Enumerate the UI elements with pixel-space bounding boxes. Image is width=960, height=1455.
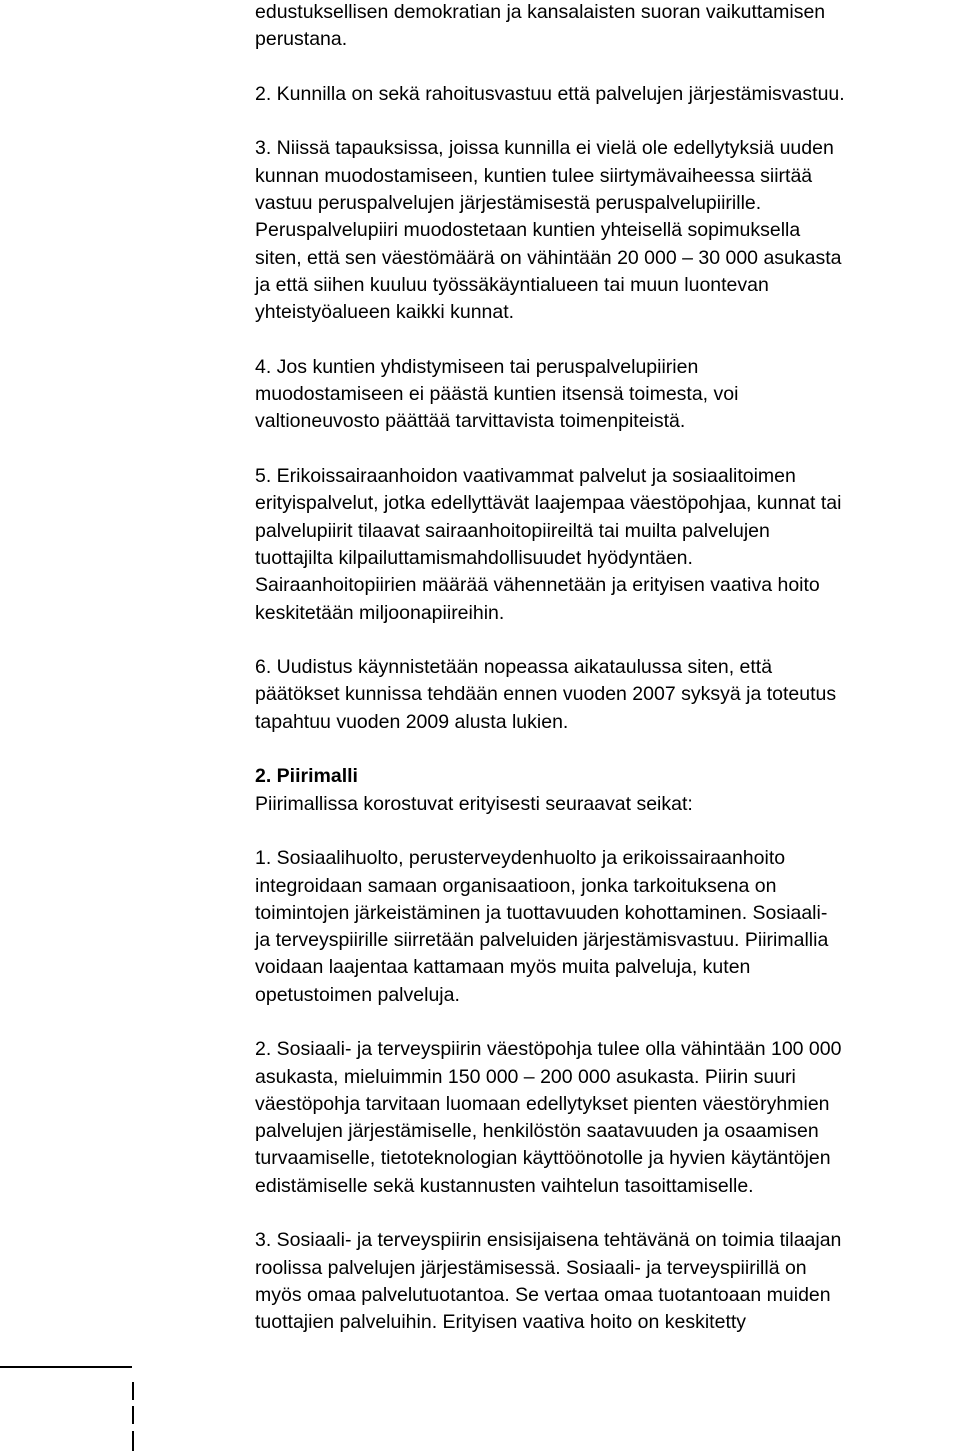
revision-bar <box>132 1406 134 1424</box>
text-line: 1. Sosiaalihuolto, perusterveydenhuolto ja erikoissairaanhoito <box>255 847 786 870</box>
text-line: siten, että sen väestömäärä on vähintään 20 000 – 30 000 asukasta <box>255 246 842 269</box>
text-line: edustuksellisen demokratian ja kansalaisten suoran vaikuttamisen <box>255 1 826 23</box>
paragraph-intro <box>255 0 960 54</box>
text-line: 3. Niissä tapauksissa, joissa kunnilla ei vielä ole edellytyksiä uuden <box>255 137 834 160</box>
list-item-6 <box>255 654 960 736</box>
text-line: edistämiselle sekä kustannusten vaihtelun tasoittamiselle. <box>255 1174 754 1197</box>
list-item-5 <box>255 463 960 627</box>
revision-bar <box>132 1431 134 1451</box>
text-line: kunnan muodostamiseen, kuntien tulee siirtymävaiheessa siirtää <box>255 164 813 187</box>
text-line: tuottajien palveluihin. Erityisen vaativa hoito on keskitetty <box>255 1311 747 1334</box>
text-line: myös omaa palvelutuotantoa. Se vertaa omaa tuotantoaan muiden <box>255 1283 831 1306</box>
text-line: 6. Uudistus käynnistetään nopeassa aikataulussa siten, että <box>255 656 773 679</box>
piiri-item-3 <box>255 1227 960 1336</box>
text-line: päätökset kunnissa tehdään ennen vuoden 2007 syksyä ja toteutus <box>255 683 837 706</box>
text-line: Peruspalvelupiiri muodostetaan kuntien yhteisellä sopimuksella <box>255 219 801 242</box>
text-line: tapahtuu vuoden 2009 alusta lukien. <box>255 710 569 733</box>
text-line: integroidaan samaan organisaatioon, jonka tarkoituksena on <box>255 874 777 897</box>
text-line: opetustoimen palveluja. <box>255 983 460 1006</box>
text-line: roolissa palvelujen järjestämisessä. Sosiaali- ja terveyspiirillä on <box>255 1256 807 1279</box>
text-line: toimintojen järkeistäminen ja tuottavuuden kohottaminen. Sosiaali- <box>255 901 828 924</box>
text-line: ja terveyspiirille siirretään palveluiden järjestämisvastuu. Piirimallia <box>255 929 829 952</box>
text-line: 2. Kunnilla on sekä rahoitusvastuu että palvelujen järjestämisvastuu. <box>255 82 845 105</box>
document-page <box>255 0 960 1364</box>
text-line: tuottajilta kilpailuttamismahdollisuudet hyödyntäen. <box>255 546 693 569</box>
text-line: 4. Jos kuntien yhdistymiseen tai peruspalvelupiirien <box>255 355 699 378</box>
footnote-separator <box>0 1366 132 1368</box>
text-line: palvelujen järjestämiselle, henkilöstön saatavuuden ja osaamisen <box>255 1120 819 1143</box>
text-line: palvelupiirit tilaavat sairaanhoitopiireiltä tai muilta palvelujen <box>255 519 770 542</box>
piiri-item-2 <box>255 1036 960 1200</box>
text-line: valtioneuvosto päättää tarvittavista toimenpiteistä. <box>255 410 686 433</box>
text-line: 5. Erikoissairaanhoidon vaativammat palvelut ja sosiaalitoimen <box>255 465 796 488</box>
text-line: voidaan laajentaa kattamaan myös muita palveluja, kuten <box>255 956 751 979</box>
text-line: keskitetään miljoonapiireihin. <box>255 601 505 624</box>
section-heading: 2. Piirimalli <box>255 765 358 788</box>
text-line: ja että siihen kuuluu työssäkäyntialueen tai muun luontevan <box>255 273 769 296</box>
text-line: 3. Sosiaali- ja terveyspiirin ensisijaisena tehtävänä on toimia tilaajan <box>255 1229 842 1252</box>
section-piirimalli <box>255 763 960 818</box>
text-line: turvaamiselle, tietoteknologian käyttöönotolle ja hyvien käytäntöjen <box>255 1147 831 1170</box>
revision-bar <box>132 1382 134 1400</box>
text-line: yhteistyöalueen kaikki kunnat. <box>255 301 515 324</box>
list-item-2 <box>255 81 960 108</box>
text-line: erityispalvelut, jotka edellyttävät laajempaa väestöpohjaa, kunnat tai <box>255 492 842 515</box>
text-line: 2. Sosiaali- ja terveyspiirin väestöpohja tulee olla vähintään 100 000 <box>255 1038 842 1061</box>
text-line: muodostamiseen ei päästä kuntien itsensä toimesta, voi <box>255 383 739 406</box>
list-item-3 <box>255 135 960 326</box>
text-line: asukasta, mieluimmin 150 000 – 200 000 asukasta. Piirin suuri <box>255 1065 796 1088</box>
section-intro: Piirimallissa korostuvat erityisesti seuraavat seikat: <box>255 792 693 815</box>
text-line: vastuu peruspalvelujen järjestämisestä peruspalvelupiirille. <box>255 192 762 215</box>
piiri-item-1 <box>255 845 960 1009</box>
text-line: Sairaanhoitopiirien määrää vähennetään ja erityisen vaativa hoito <box>255 574 820 597</box>
list-item-4 <box>255 354 960 436</box>
text-line: perustana. <box>255 28 348 51</box>
text-line: väestöpohja tarvitaan luomaan edellytykset pienten väestöryhmien <box>255 1092 830 1115</box>
